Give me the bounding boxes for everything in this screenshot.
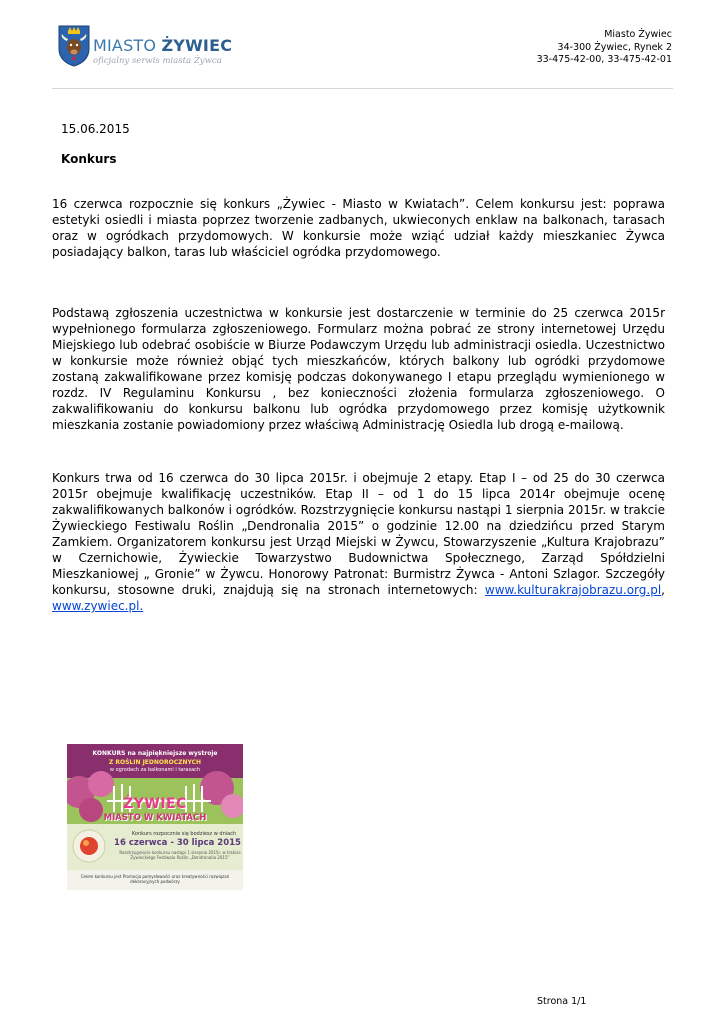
address-line-street: 34-300 Żywiec, Rynek 2 xyxy=(557,41,672,53)
brand-city: ŻYWIEC xyxy=(161,36,233,55)
city-coat-of-arms-icon xyxy=(58,25,90,67)
brand-tagline: oficjalny serwis miasta Żywca xyxy=(93,56,222,66)
article-date: 15.06.2015 xyxy=(61,122,130,136)
contest-poster xyxy=(67,744,243,890)
poster-dates: 16 czerwca - 30 lipca 2015 xyxy=(114,838,241,848)
poster-heading-line2: Z ROŚLIN JEDNOROCZNYCH xyxy=(108,759,202,766)
brand-prefix: MIASTO xyxy=(93,36,162,55)
link-separator: , xyxy=(661,583,665,597)
address-line-name: Miasto Żywiec xyxy=(604,29,672,40)
poster-start-text: Konkurs rozpocznie się bodziesz w dniach xyxy=(131,831,237,837)
link-kulturakrajobrazu[interactable]: www.kulturakrajobrazu.org.pl xyxy=(484,583,662,597)
poster-city: ŻYWIEC xyxy=(123,796,187,812)
address-line-phone: 33-475-42-00, 33-475-42-01 xyxy=(536,54,672,65)
poster-subtitle: MIASTO W KWIATACH xyxy=(103,813,207,823)
brand-name xyxy=(93,36,232,55)
letterhead xyxy=(0,0,725,92)
poster-note: Rozstrzygnięcie konkursu nastąpi 1 sierpnia 2015r. w trakcie Żywieckiego Festiwalu Roślin „Dendronalia 2015” xyxy=(119,850,241,860)
poster-heading-line1: KONKURS na najpiękniejsze wystroje xyxy=(92,750,218,757)
header-divider xyxy=(52,88,673,89)
address-block xyxy=(537,29,672,67)
link-zywiec[interactable]: www.zywiec.pl. xyxy=(52,599,144,613)
poster-heading-line3: w ogrodach za balkonami i tarasach xyxy=(109,767,201,773)
page-number: Strona 1/1 xyxy=(537,996,587,1007)
poster-footer: Celem konkursu jest Promocja pomysłowości oraz kreatywności rozwiązań dekoracyjnych podwórzy xyxy=(80,874,230,884)
article-paragraph-3-text: Konkurs trwa od 16 czerwca do 30 lipca 2015r. i obejmuje 2 etapy. Etap I – od 25 do 30 czerwca 2015r obejmuje kwalifikację uczestników. Etap II – od 1 do 15 lipca 2014r obejmuje ocenę zakwalifikowanych balkonów i ogródków. Rozstrzygnięcie konkursu nastąpi 1 sierpnia 2015r. w trakcie Żywieckiego Festiwalu Roślin „Dendronalia 2015” o godzinie 12.00 na dziedzińcu przed Starym Zamkiem. Organizatorem konkursu jest Urząd Miejski w Żywcu, Stowarzyszenie „Kultura Krajobrazu” w Czernichowie, Żywieckie Towarzystwo Budownictwa Społecznego, Zarząd Spółdzielni Mieszkaniowej „ Gronie” w Żywcu. Honorowy Patronat: Burmistrz Żywca - Antoni Szlagor. Szczegóły konkursu, stosowne druki, znajdują się na stronach internetowych: xyxy=(52,471,665,597)
article-paragraph-1: 16 czerwca rozpocznie się konkurs „Żywiec - Miasto w Kwiatach”. Celem konkursu jest: poprawa estetyki osiedli i miasta poprzez tworzenie zadbanych, ukwieconych enklaw na balkonach, tarasach oraz w ogródkach przydomowych. W konkursie może wziąć udział każdy mieszkaniec Żywca posiadający balkon, taras lub właściciel ogródka przydomowego. xyxy=(52,197,665,259)
article-paragraph-2: Podstawą zgłoszenia uczestnictwa w konkursie jest dostarczenie w terminie do 25 czerwca 2015r wypełnionego formularza zgłoszeniowego. Formularz można pobrać ze strony internetowej Urzędu Miejskiego lub odebrać osobiście w Biurze Podawczym Urzędu lub administracji osiedla. Uczestnictwo w konkursie może również objąć tych mieszkańców, których balkony lub ogródki przydomowe zostaną zakwalifikowane przez komisję podczas dokonywanego I etapu przeglądu wymienionego w rozdz. IV Regulaminu Konkursu , bez konieczności złożenia formularza zgłoszeniowego. O zakwalifikowaniu do konkursu balkonu lub ogródka przydomowego przez komisję użytkownik mieszkania zostanie powiadomiony przez właściwą Administrację Osiedla lub drogą e-mailową. xyxy=(52,306,665,432)
article-title: Konkurs xyxy=(61,152,117,166)
article-paragraph-3 xyxy=(52,470,665,614)
